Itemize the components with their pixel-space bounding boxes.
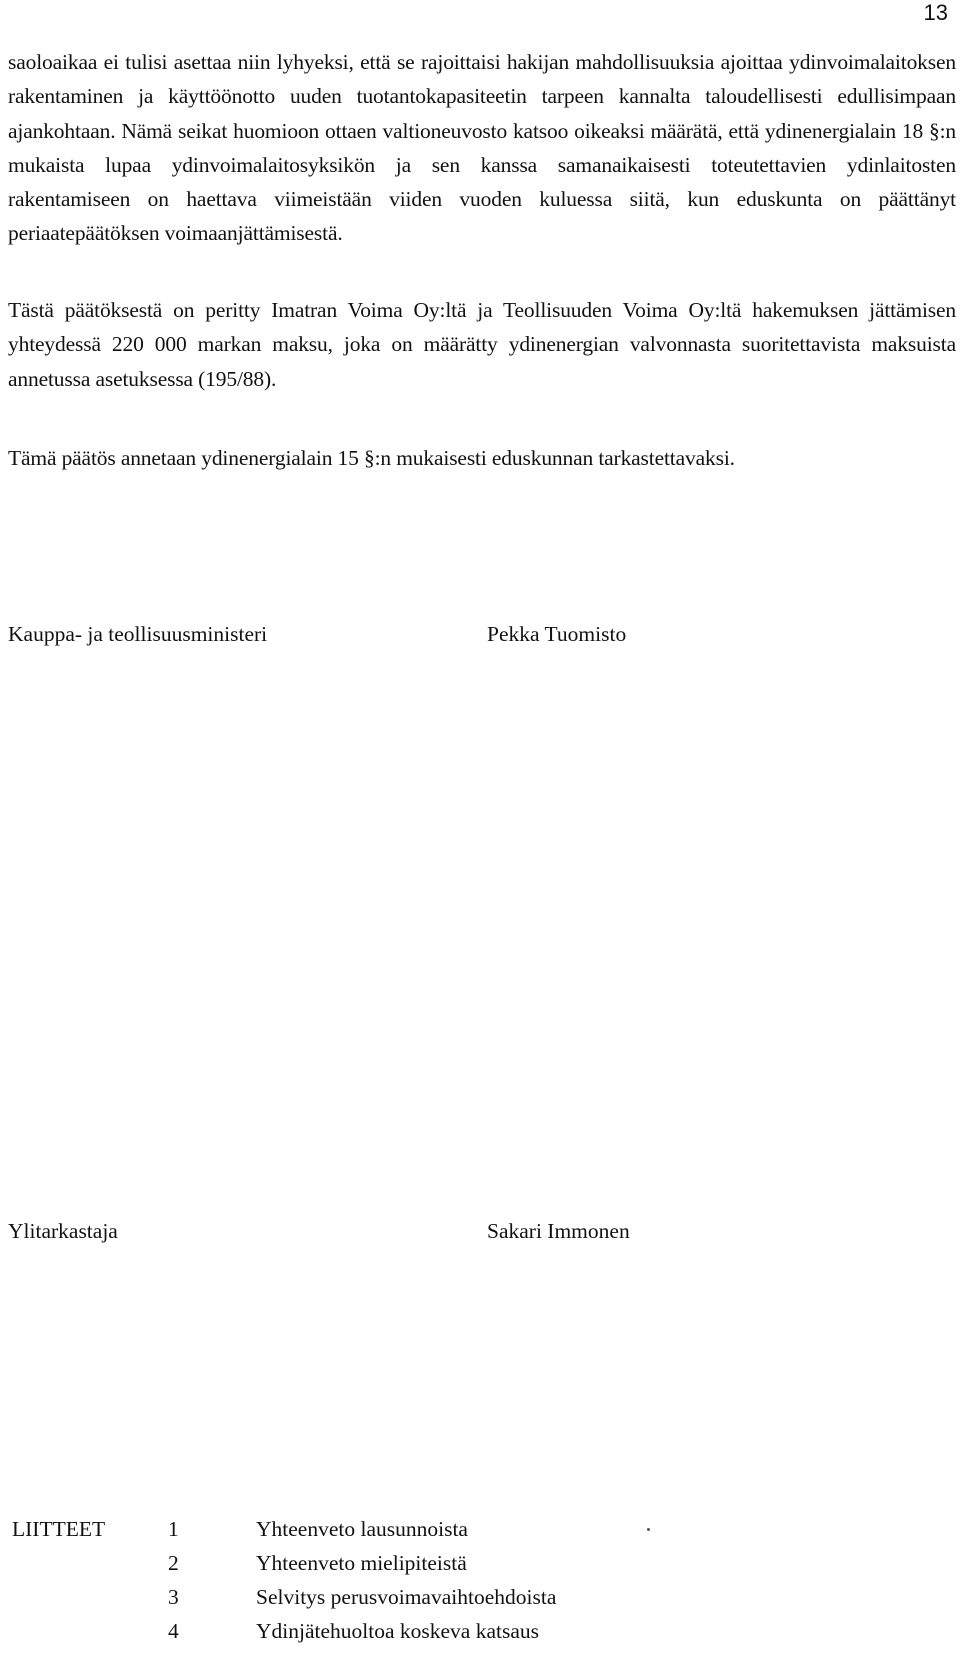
- attachment-item: [168, 1546, 556, 1580]
- attachment-item: [168, 1512, 556, 1546]
- scan-speck: [647, 1528, 650, 1531]
- attachment-item: [168, 1614, 556, 1648]
- decision-paragraph-fee: Tästä päätöksestä on peritty Imatran Voima Oy:ltä ja Teollisuuden Voima Oy:ltä hakemuksen jättämisen yhteydessä 220 000 markan maksu, joka on määrätty ydinenergian valvonnasta suoritettavista maksuista annetussa asetuksessa (195/88).: [8, 298, 956, 391]
- attachment-title: Yhteenveto mielipiteistä: [256, 1551, 467, 1575]
- attachment-title: Ydinjätehuoltoa koskeva katsaus: [256, 1619, 540, 1643]
- signatory-title: Kauppa- ja teollisuusministeri: [8, 622, 268, 646]
- attachment-item: [168, 1580, 556, 1614]
- attachments-list: [168, 1512, 556, 1648]
- attachment-title: Selvitys perusvoimavaihtoehdoista: [256, 1585, 557, 1609]
- attachment-number: 4: [168, 1619, 179, 1643]
- attachment-title: Yhteenveto lausunnoista: [256, 1517, 468, 1541]
- signatory-title: Ylitarkastaja: [8, 1219, 118, 1243]
- attachment-number: 3: [168, 1585, 179, 1609]
- attachments-heading: LIITTEET: [12, 1517, 106, 1541]
- signatory-name: Sakari Immonen: [487, 1219, 630, 1243]
- decision-paragraph-review: Tämä päätös annetaan ydinenergialain 15 §:n mukaisesti eduskunnan tarkastettavaksi.: [8, 446, 735, 470]
- attachment-number: 1: [168, 1517, 179, 1541]
- page-number: 13: [923, 0, 948, 25]
- signatory-name: Pekka Tuomisto: [487, 622, 627, 646]
- attachment-number: 2: [168, 1551, 179, 1575]
- decision-paragraph-deadline: saoloaikaa ei tulisi asettaa niin lyhyeksi, että se rajoittaisi hakijan mahdollisuuksia ajoittaa ydinvoimalaitoksen rakentaminen ja käyttöönotto uuden tuotantokapasiteetin tarpeen kannalta taloudellisesti edullisimpaan ajankohtaan. Nämä seikat huomioon ottaen valtioneuvosto katsoo oikeaksi määrätä, että ydinenergialain 18 §:n mukaista lupaa ydinvoimalaitosyksikön ja sen kanssa samanaikaisesti toteutettavien ydinlaitosten rakentamiseen on haettava viimeistään viiden vuoden kuluessa siitä, kun eduskunta on päättänyt periaatepäätöksen voimaanjättämisestä.: [8, 50, 956, 246]
